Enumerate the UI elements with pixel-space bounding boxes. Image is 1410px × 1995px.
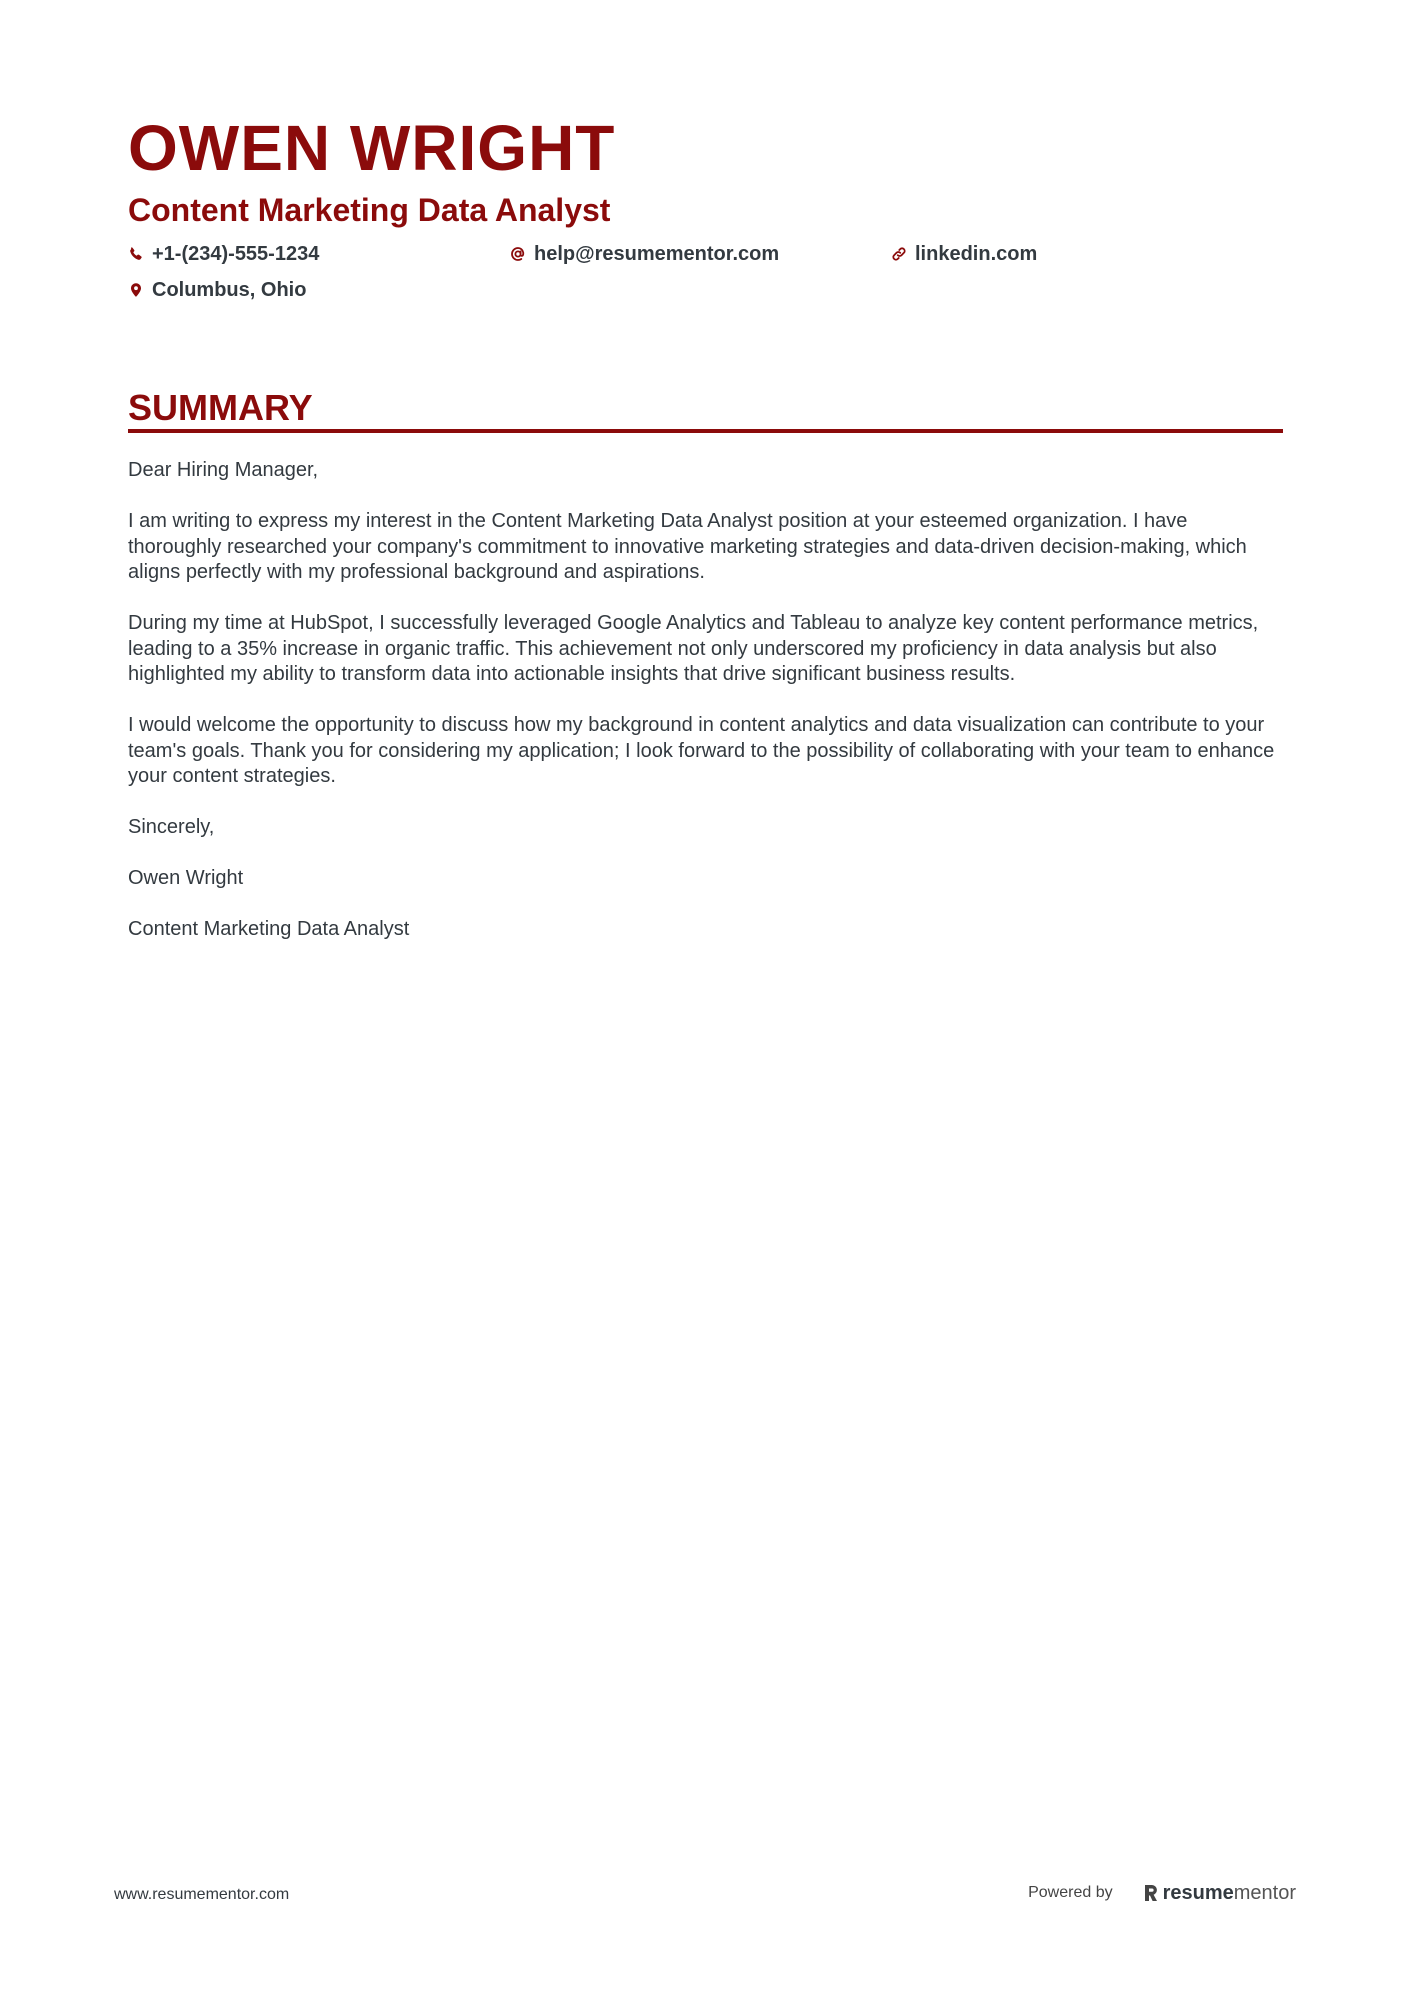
phone-text[interactable]: +1-(234)-555-1234	[152, 243, 320, 265]
location-text: Columbus, Ohio	[152, 279, 307, 301]
letter-paragraph: I would welcome the opportunity to discuss how my background in content analytics and data visualization can contribute to your team's goals. Thank you for considering my application; I look forward to the possibility of collaborating with your team to enhance your content strategies.	[128, 714, 1275, 787]
candidate-name: OWEN WRIGHT	[128, 112, 616, 184]
letter-signature-title: Content Marketing Data Analyst	[128, 918, 410, 940]
phone-icon	[128, 246, 144, 262]
linkedin-text[interactable]: linkedin.com	[915, 243, 1038, 265]
summary-heading: SUMMARY	[128, 387, 313, 428]
letter-paragraph: I am writing to express my interest in the Content Marketing Data Analyst position at your esteemed organization. I have thoroughly researched your company's commitment to innovative marketing strategies and data-driven decision-making, which aligns perfectly with my professional background and aspirations.	[128, 510, 1247, 583]
letter-signature-name: Owen Wright	[128, 867, 244, 889]
resumementor-logo-icon	[1143, 1883, 1159, 1903]
letter-paragraph: During my time at HubSpot, I successfully leveraged Google Analytics and Tableau to analyze key content performance metrics, leading to a 35% increase in organic traffic. This achievement not only underscored my proficiency in data analysis but also highlighted my ability to transform data into actionable insights that drive significant business results.	[128, 612, 1259, 685]
contact-location	[128, 277, 306, 303]
contact-phone	[128, 241, 319, 267]
logo-text-light: mentor	[1233, 1882, 1296, 1904]
logo-text-bold: resume	[1162, 1882, 1234, 1904]
contact-email	[510, 241, 779, 267]
at-sign-icon	[510, 246, 526, 262]
link-icon	[891, 246, 907, 262]
map-pin-icon	[128, 282, 144, 298]
powered-by-text: Powered by	[1028, 1884, 1113, 1901]
letter-body	[128, 458, 1283, 968]
footer-branding	[1028, 1881, 1296, 1905]
candidate-title: Content Marketing Data Analyst	[128, 192, 611, 228]
email-text[interactable]: help@resumementor.com	[534, 243, 780, 265]
letter-closing: Sincerely,	[128, 816, 215, 838]
contact-linkedin	[891, 241, 1037, 267]
section-divider	[128, 429, 1283, 433]
footer-website[interactable]: www.resumementor.com	[114, 1886, 290, 1903]
resumementor-logo[interactable]	[1143, 1881, 1296, 1905]
letter-salutation: Dear Hiring Manager,	[128, 459, 319, 481]
